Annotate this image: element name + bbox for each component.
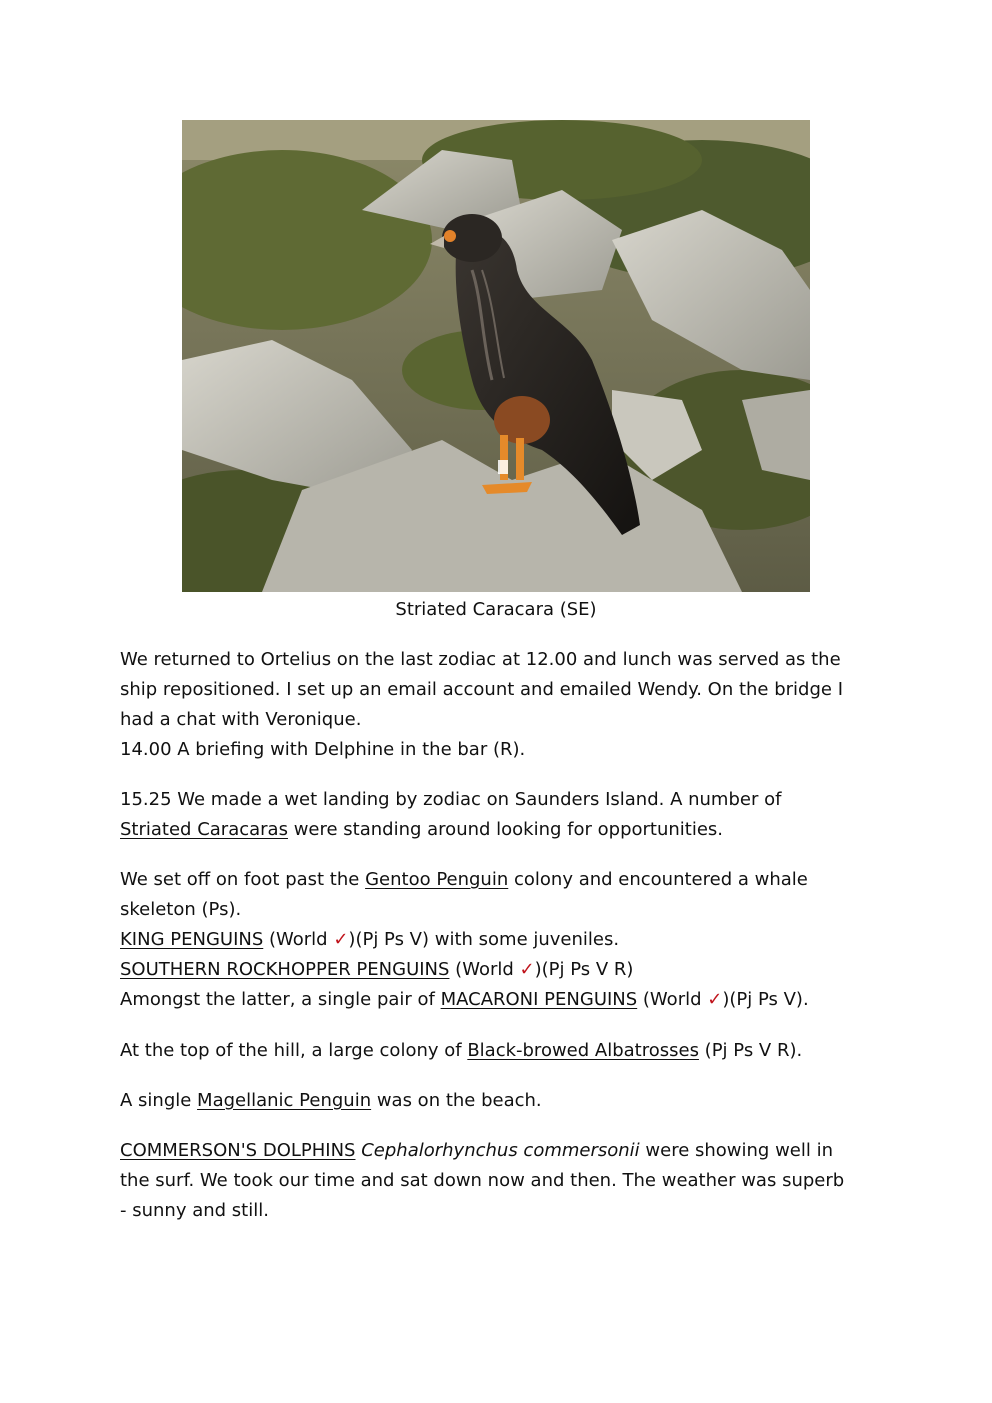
text-fragment: (Pj Ps V R).	[698, 1040, 803, 1061]
paragraph-penguins	[120, 865, 880, 1015]
text-line: We returned to Ortelius on the last zodiac at 12.00 and lunch was served as the	[120, 649, 841, 670]
text-fragment: were standing around looking for opportunities.	[287, 819, 724, 840]
text-fragment: were showing well in	[639, 1140, 834, 1161]
text-line	[120, 1136, 880, 1166]
text-line	[120, 985, 880, 1015]
photo-caption: Striated Caracara (SE)	[395, 599, 597, 620]
text-fragment: )(Pj Ps V R)	[534, 959, 634, 980]
paragraph-magellanic	[120, 1086, 880, 1116]
species-macaroni-penguins: MACARONI PENGUINS	[440, 989, 638, 1010]
text-line	[120, 925, 880, 955]
text-line: - sunny and still.	[120, 1200, 269, 1221]
paragraph-albatrosses	[120, 1036, 880, 1066]
text-fragment: )(Pj Ps V).	[722, 989, 809, 1010]
text-fragment: A single	[120, 1090, 198, 1111]
text-line	[120, 1086, 880, 1116]
species-magellanic-penguin: Magellanic Penguin	[197, 1090, 372, 1111]
species-king-penguins: KING PENGUINS	[120, 929, 264, 950]
paragraph-saunders-landing	[120, 785, 880, 845]
species-gentoo-penguin: Gentoo Penguin	[365, 869, 509, 890]
caracara-illustration	[182, 120, 810, 592]
text-line: skeleton (Ps).	[120, 899, 242, 920]
text-fragment: (World	[263, 929, 334, 950]
text-line	[120, 955, 880, 985]
text-line: ship repositioned. I set up an email account and emailed Wendy. On the bridge I	[120, 679, 843, 700]
paragraph-dolphins	[120, 1136, 880, 1226]
text-fragment: colony and encountered a whale	[508, 869, 808, 890]
species-southern-rockhopper-penguins: SOUTHERN ROCKHOPPER PENGUINS	[120, 959, 450, 980]
text-fragment: (World	[449, 959, 520, 980]
text-line	[120, 1036, 880, 1066]
text-fragment: )(Pj Ps V) with some juveniles.	[348, 929, 620, 950]
world-tick-icon: ✓	[707, 989, 723, 1010]
text-line: 15.25 We made a wet landing by zodiac on Saunders Island. A number of	[120, 789, 782, 810]
paragraph-return-to-ship	[120, 645, 880, 765]
scientific-name: Cephalorhynchus commersonii	[361, 1140, 640, 1161]
text-line: had a chat with Veronique.	[120, 709, 362, 730]
text-fragment: Amongst the latter, a single pair of	[120, 989, 441, 1010]
text-fragment: At the top of the hill, a large colony of	[120, 1040, 468, 1061]
text-fragment: We set off on foot past the	[120, 869, 366, 890]
caracara-photo	[182, 120, 810, 592]
species-striated-caracara: Striated Caracaras	[120, 819, 288, 840]
text-fragment: was on the beach.	[371, 1090, 542, 1111]
species-black-browed-albatrosses: Black-browed Albatrosses	[467, 1040, 699, 1061]
text-line	[120, 865, 880, 895]
text-fragment: (World	[637, 989, 708, 1010]
world-tick-icon: ✓	[519, 959, 535, 980]
text-line: 14.00 A briefing with Delphine in the bar (R).	[120, 739, 526, 760]
text-line	[120, 815, 880, 845]
text-line: the surf. We took our time and sat down now and then. The weather was superb	[120, 1170, 845, 1191]
world-tick-icon: ✓	[333, 929, 349, 950]
species-commersons-dolphins: COMMERSON'S DOLPHINS	[120, 1140, 356, 1161]
